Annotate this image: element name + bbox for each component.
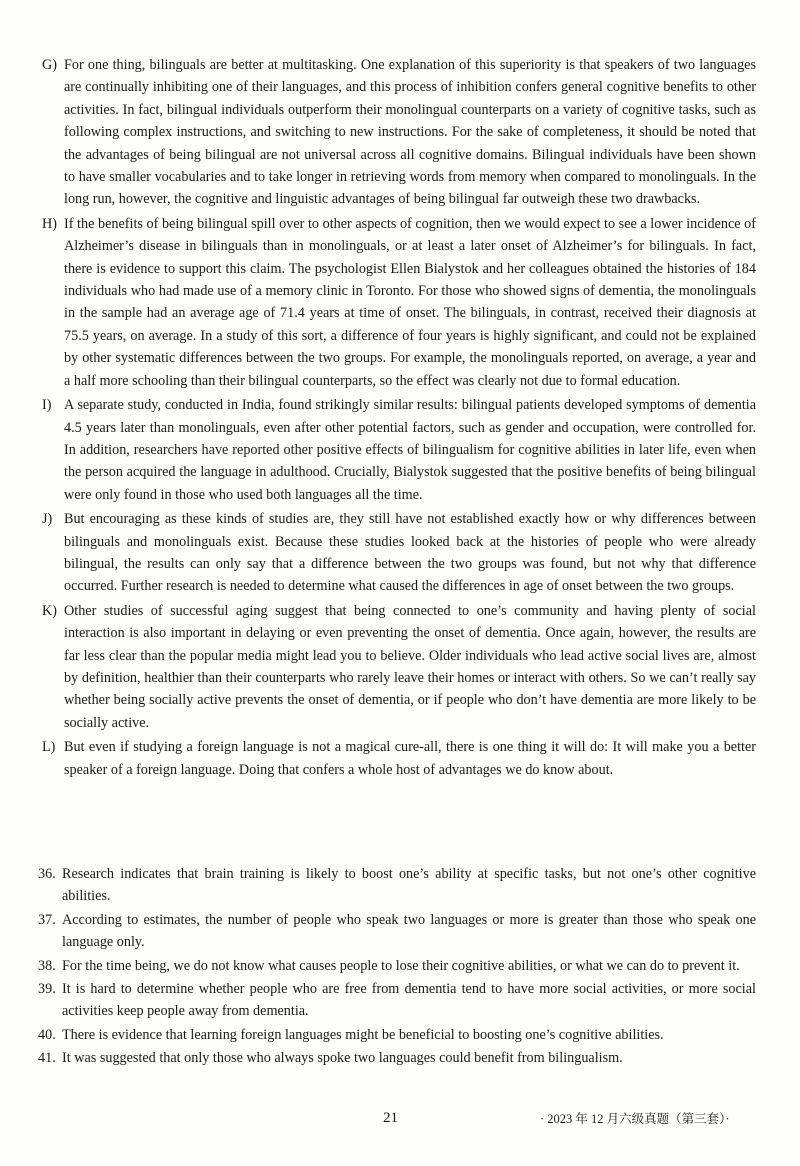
question-number: 41. (38, 1050, 56, 1067)
question-text: Research indicates that brain training is likely to boost one’s ability at specific tasks, but not one’s other cognitive abilities. (62, 866, 756, 905)
exam-source-label: · 2023 年 12 月六级真题（第三套）· (540, 1112, 730, 1126)
paragraph-label: K) (42, 602, 57, 619)
paragraph-j (42, 508, 756, 598)
question-text: There is evidence that learning foreign languages might be beneficial to boosting one’s cognitive abilities. (62, 1026, 664, 1043)
question-36 (38, 863, 756, 908)
question-list (38, 863, 756, 1071)
paragraph-text: For one thing, bilinguals are better at multitasking. One explanation of this superiority is that speakers of two languages are continually inhibiting one of their languages, and this process of inhibition confers general cognitive benefits to other activities. In fact, bilingual individuals outperform their monolingual counterparts on a variety of cognitive tasks, such as following complex instructions, and switching to new instructions. For the sake of completeness, it should be noted that the advantages of being bilingual are not universal across all cognitive domains. Bilingual individuals have been shown to have smaller vocabularies and to take longer in retrieving words from memory when compared to monolinguals. In the long run, however, the cognitive and linguistic advantages of being bilingual far outweigh these two drawbacks. (64, 57, 756, 208)
paragraph-text: A separate study, conducted in India, found strikingly similar results: bilingual patients developed symptoms of dementia 4.5 years later than monolinguals, even after other potential factors, such as gender and occupation, were controlled for. In addition, researchers have reported other positive effects of bilingualism for cognitive abilities in later life, even when the person acquired the language in adulthood. Crucially, Bialystok suggested that the positive benefits of being bilingual were only found in those who used both languages all the time. (64, 397, 756, 503)
question-41 (38, 1047, 756, 1069)
paragraph-label: L) (42, 739, 56, 756)
paragraph-text: Other studies of successful aging suggest that being connected to one’s community and having plenty of social interaction is also important in delaying or even preventing the onset of dementia. Once again, however, the results are far less clear than the popular media might lead you to believe. Older individuals who lead active social lives are, almost by definition, healthier than their counterparts who rarely leave their homes or interact with others. So we can’t really say whether being socially active prevents the onset of dementia, or if people who don’t have dementia are more likely to be socially active. (64, 602, 756, 731)
page-number: 21 (383, 1110, 398, 1126)
paragraph-text: But even if studying a foreign language is not a magical cure-all, there is one thing it will do: It will make you a better speaker of a foreign language. Doing that confers a whole host of advantages we do know about. (64, 739, 756, 778)
question-text: For the time being, we do not know what causes people to lose their cognitive abilities, or what we can do to prevent it. (62, 957, 740, 974)
reading-passage (42, 54, 756, 783)
question-37 (38, 909, 756, 954)
paragraph-l (42, 736, 756, 781)
paragraph-label: H) (42, 215, 57, 232)
question-40 (38, 1024, 756, 1046)
paragraph-i (42, 394, 756, 506)
paragraph-label: I) (42, 397, 52, 414)
paragraph-h (42, 213, 756, 392)
paragraph-g (42, 54, 756, 211)
paragraph-label: J) (42, 511, 53, 528)
question-number: 39. (38, 981, 56, 998)
paragraph-label: G) (42, 57, 57, 73)
question-text: It was suggested that only those who always spoke two languages could benefit from bilingualism. (62, 1050, 623, 1067)
paragraph-text: If the benefits of being bilingual spill over to other aspects of cognition, then we would expect to see a lower incidence of Alzheimer’s disease in bilinguals than in monolinguals, or at least a later onset of Alzheimer’s for bilinguals. In fact, there is evidence to support this claim. The psychologist Ellen Bialystok and her colleagues obtained the histories of 184 individuals who had made use of a memory clinic in Toronto. For those who showed signs of dementia, the monolinguals in the sample had an average age of 71.4 years at time of onset. The bilinguals, in contrast, received their diagnosis at 75.5 years, on average. In a study of this sort, a difference of four years is highly significant, and could not be explained by other systematic differences between the two groups. For example, the monolinguals reported, on average, a year and a half more schooling than their bilingual counterparts, so the effect was clearly not due to formal education. (64, 215, 756, 389)
question-number: 38. (38, 957, 56, 974)
question-38 (38, 955, 756, 977)
paragraph-text: But encouraging as these kinds of studies are, they still have not established exactly how or why differences between bilinguals and monolinguals exist. Because these studies looked back at the histories of people who were already bilingual, the results can only say that a difference between the two groups was found, but not why that difference occurred. Further research is needed to determine what caused the differences in age of onset between the two groups. (64, 511, 756, 595)
question-number: 36. (38, 866, 56, 882)
question-number: 40. (38, 1026, 56, 1043)
question-text: According to estimates, the number of people who speak two languages or more is greater than those who speak one language only. (62, 911, 756, 951)
question-39 (38, 978, 756, 1023)
question-number: 37. (38, 911, 56, 928)
paragraph-k (42, 600, 756, 734)
question-text: It is hard to determine whether people who are free from dementia tend to have more social activities, or more social activities keep people away from dementia. (62, 981, 756, 1020)
